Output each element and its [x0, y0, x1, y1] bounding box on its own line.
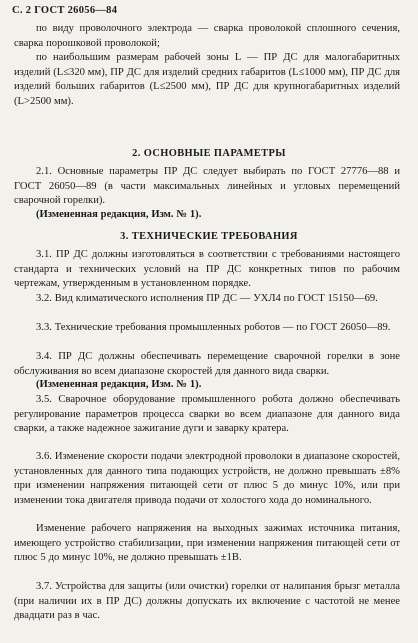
edition-note-2: (Измененная редакция, Изм. № 1). [36, 379, 202, 390]
paragraph-3-7: 3.7. Устройства для защиты (или очистки) горелки от налипания брызг металла (при наличии их в ПР ДС) должны допускать их включение с частотой не менее двадцати раз в час. [14, 581, 400, 621]
paragraph-3-2: 3.2. Вид климатического исполнения ПР ДС — УХЛ4 по ГОСТ 15150—69. [36, 293, 378, 304]
paragraph-3-3: 3.3. Технические требования промышленных роботов — по ГОСТ 26050—89. [36, 322, 391, 333]
section-heading-2: 2. ОСНОВНЫЕ ПАРАМЕТРЫ [132, 148, 286, 159]
intro-paragraph-2: по наибольшим размерам рабочей зоны L — ПР ДС для малогабаритных изделий (L≤320 мм), ПР ДС для изделий средних габаритов (L≤1000 мм), ПР ДС для изделий больших габаритов (L≤2500 мм), ПР ДС для крупногабаритных изделий (L>2500 мм). [14, 52, 400, 107]
paragraph-3-4: 3.4. ПР ДС должны обеспечивать перемещение сварочной горелки в зоне обслуживания во всем диапазоне скоростей для данного вида сварки. [14, 351, 400, 377]
edition-note-1: (Измененная редакция, Изм. № 1). [36, 209, 202, 220]
paragraph-3-1: 3.1. ПР ДС должны изготовляться в соответствии с требованиями настоящего стандарта и технических условий на ПР ДС конкретных типов по рабочим чертежам, утвержденным в установленном порядке. [14, 249, 400, 289]
paragraph-3-6: 3.6. Изменение скорости подачи электродной проволоки в диапазоне скоростей, установленных для данного типа подающих устройств, не должно превышать ±8% при изменении напряжения питающей сети от плюс 5 до минус 10%, или при изменении тока двигателя привода подачи от холостого хода до номинального. [14, 451, 400, 506]
paragraph-3-5: 3.5. Сварочное оборудование промышленного робота должно обеспечивать регулирование параметров процесса сварки во всем диапазоне для данного вида сварки, а также надежное зажигание дуги и заварку кратера. [14, 394, 400, 434]
paragraph-3-6-continued: Изменение рабочего напряжения на выходных зажимах источника питания, имеющего устройство стабилизации, при изменении напряжения питающей сети от плюс 5 до минус 10%, не должно превышать ±1В. [14, 523, 400, 563]
paragraph-2-1: 2.1. Основные параметры ПР ДС следует выбирать по ГОСТ 27776—88 и ГОСТ 26050—89 (в части максимальных линейных и угловых перемещений сварочной горелки). [14, 166, 400, 206]
section-heading-3: 3. ТЕХНИЧЕСКИЕ ТРЕБОВАНИЯ [120, 231, 298, 242]
intro-paragraph-1: по виду проволочного электрода — сварка проволокой сплошного сечения, сварка порошковой проволокой; [14, 23, 400, 49]
page-header: С. 2 ГОСТ 26056—84 [12, 5, 118, 16]
